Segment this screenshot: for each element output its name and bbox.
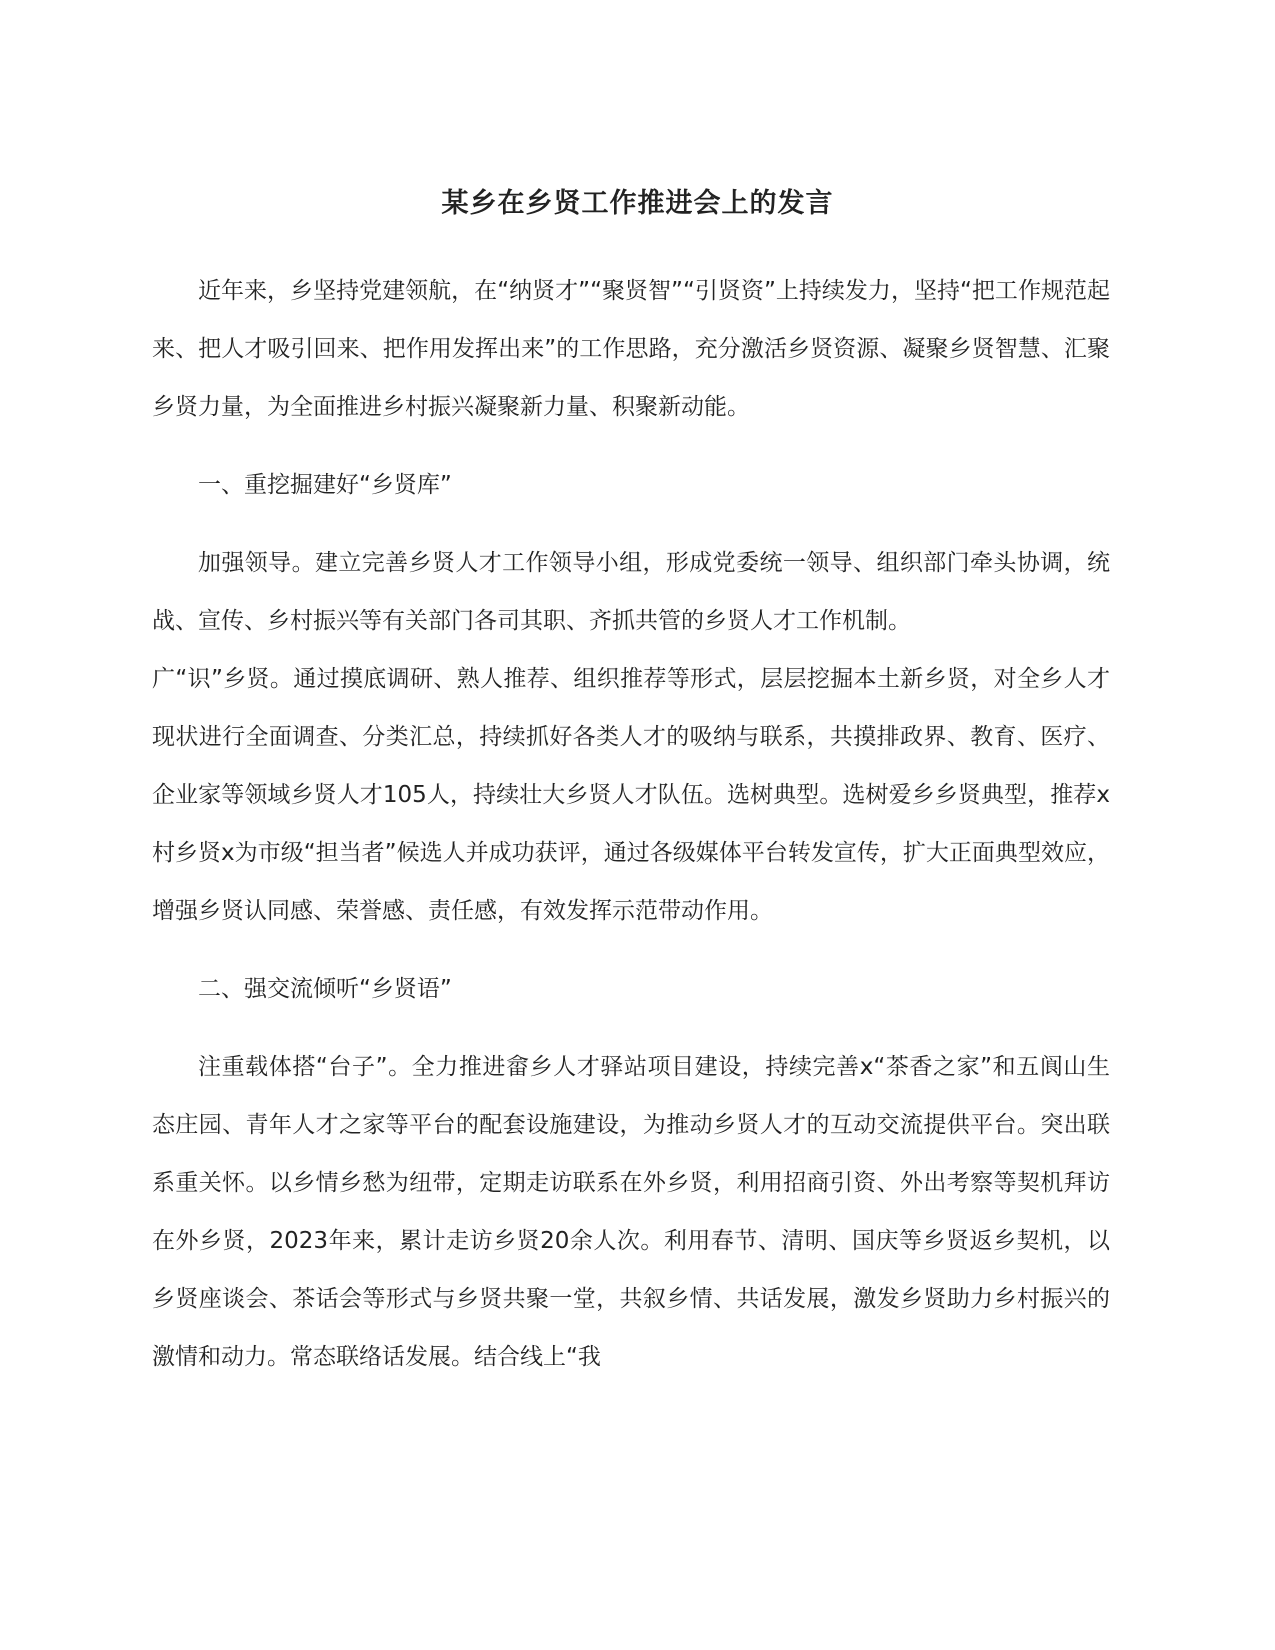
intro-paragraph: 近年来，乡坚持党建领航，在“纳贤才”“聚贤智”“引贤资”上持续发力，坚持“把工作规范起来、把人才吸引回来、把作用发挥出来”的工作思路，充分激活乡贤资源、凝聚乡贤智慧、汇聚乡贤力量，为全面推进乡村振兴凝聚新力量、积聚新动能。 <box>152 278 1110 420</box>
section-2-heading: 二、强交流倾听“乡贤语” <box>198 976 452 1002</box>
section-2-paragraph-1: 注重载体搭“台子”。全力推进畲乡人才驿站项目建设，持续完善x“茶香之家”和五阆山生态庄园、青年人才之家等平台的配套设施建设，为推动乡贤人才的互动交流提供平台。突出联系重关怀。以乡情乡愁为纽带，定期走访联系在外乡贤，利用招商引资、外出考察等契机拜访在外乡贤，2023年来，累计走访乡贤20余人次。利用春节、清明、国庆等乡贤返乡契机，以乡贤座谈会、茶话会等形式与乡贤共聚一堂，共叙乡情、共话发展，激发乡贤助力乡村振兴的激情和动力。常态联络话发展。结合线上“我 <box>152 1054 1110 1370</box>
document-title: 某乡在乡贤工作推进会上的发言 <box>441 188 834 219</box>
document-body <box>152 262 1110 1386</box>
paragraph-gap <box>152 1018 1110 1038</box>
paragraph-gap <box>152 514 1110 534</box>
section-1-heading: 一、重挖掘建好“乡贤库” <box>198 472 452 498</box>
section-1-paragraph-1: 加强领导。建立完善乡贤人才工作领导小组，形成党委统一领导、组织部门牵头协调，统战、宣传、乡村振兴等有关部门各司其职、齐抓共管的乡贤人才工作机制。 <box>152 550 1110 634</box>
paragraph-gap <box>152 940 1110 960</box>
paragraph-gap <box>152 436 1110 456</box>
section-1-paragraph-2: 广“识”乡贤。通过摸底调研、熟人推荐、组织推荐等形式，层层挖掘本土新乡贤，对全乡人才现状进行全面调查、分类汇总，持续抓好各类人才的吸纳与联系，共摸排政界、教育、医疗、企业家等领域乡贤人才105人，持续壮大乡贤人才队伍。选树典型。选树爱乡乡贤典型，推荐x村乡贤x为市级“担当者”候选人并成功获评，通过各级媒体平台转发宣传，扩大正面典型效应，增强乡贤认同感、荣誉感、责任感，有效发挥示范带动作用。 <box>152 666 1110 924</box>
